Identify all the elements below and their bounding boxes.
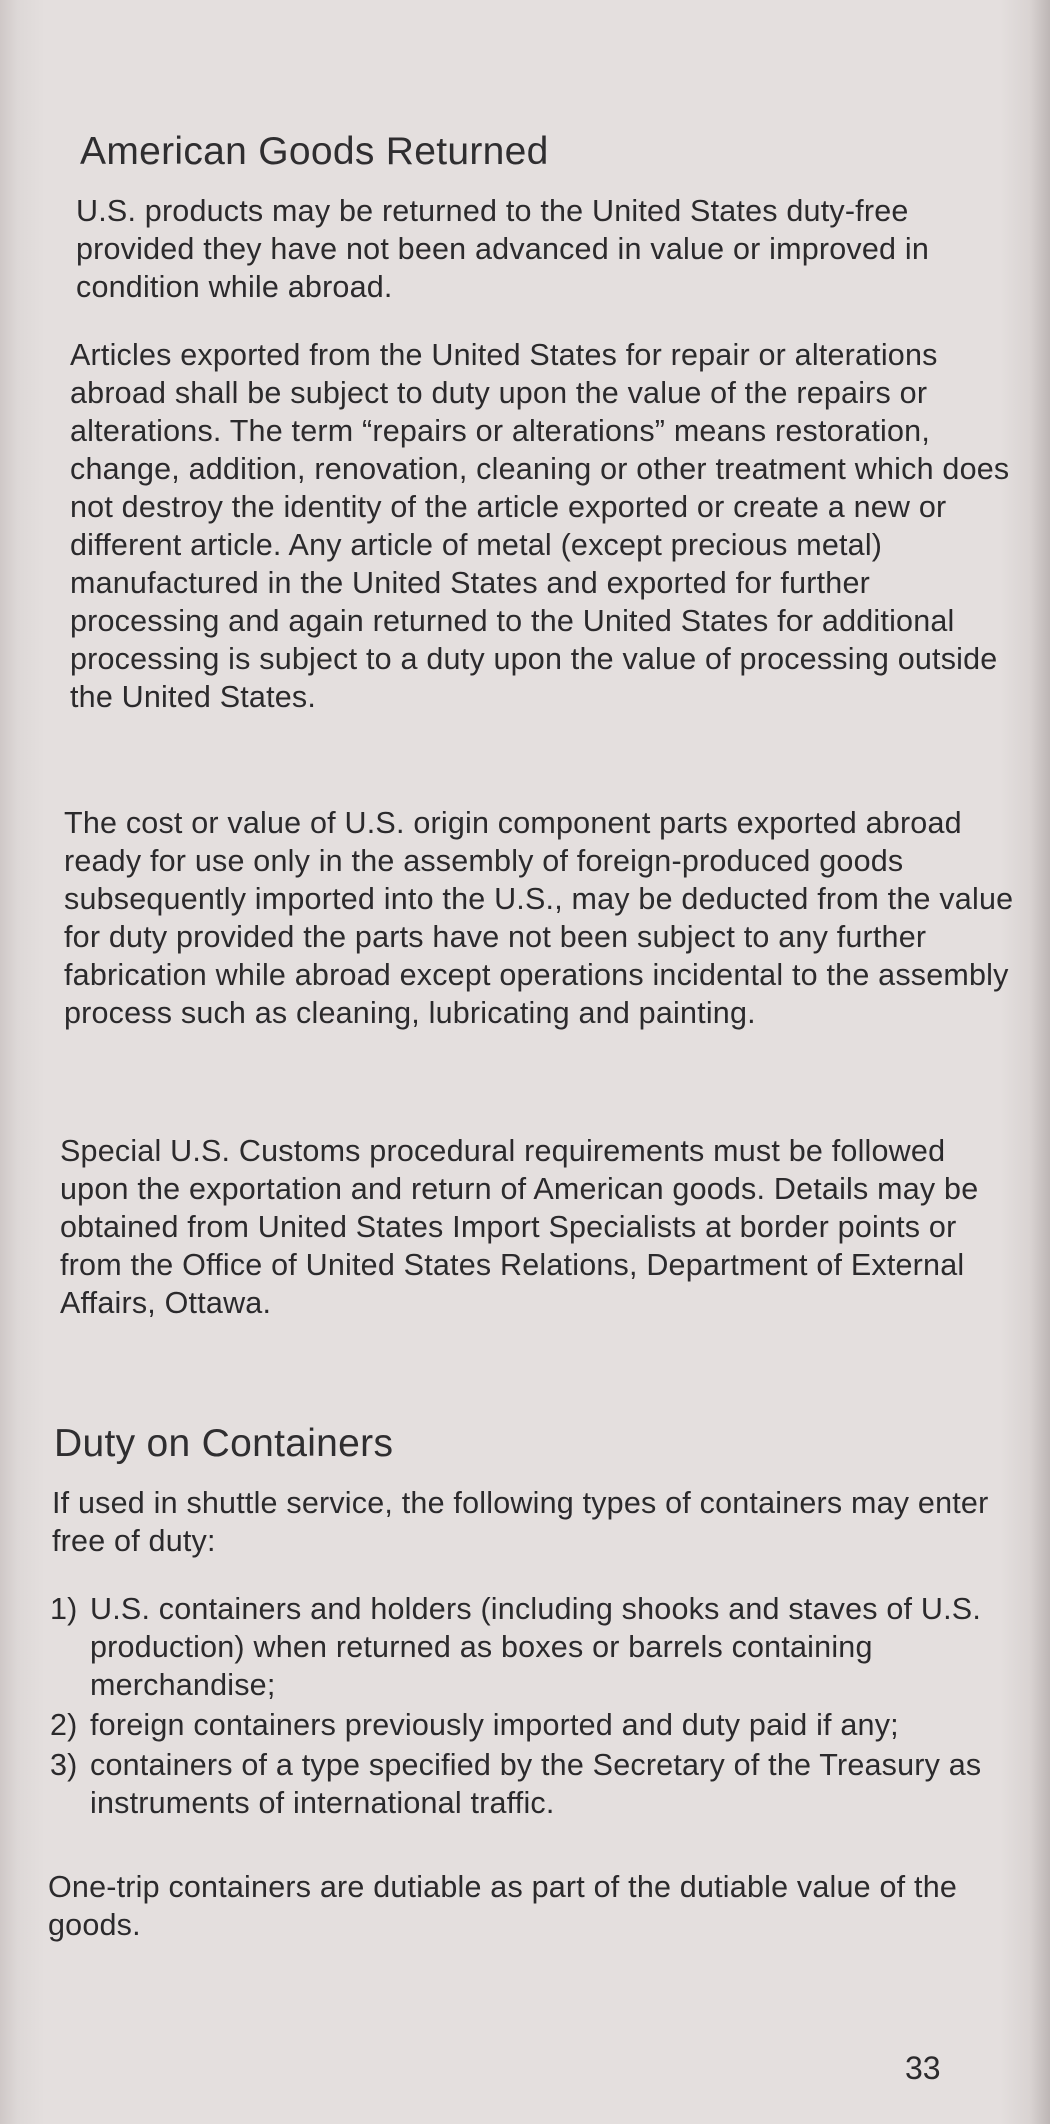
list-item-text: containers of a type specified by the Secretary of the Treasury as instruments of international traffic. xyxy=(90,1748,982,1820)
paragraph-containers-intro: If used in shuttle service, the following types of containers may enter free of duty: xyxy=(52,1486,989,1558)
section-heading-duty-on-containers: Duty on Containers xyxy=(54,1422,394,1465)
container-types-list xyxy=(50,1590,1000,1824)
paragraph-component-parts: The cost or value of U.S. origin component parts exported abroad ready for use only in the assembly of foreign-produced goods subsequently imported into the U.S., may be deducted from the value for duty provided the parts have not been subject to any further fabrication while abroad except operations incidental to the assembly process such as cleaning, lubricating and painting. xyxy=(64,806,1014,1030)
list-item-number: 2) xyxy=(50,1708,78,1742)
paragraph-procedural-requirements: Special U.S. Customs procedural requirements must be followed upon the exportation and return of American goods. Details may be obtained from United States Import Specialists at border points or from the Office of United States Relations, Department of External Affairs, Ottawa. xyxy=(60,1134,979,1320)
list-item-number: 3) xyxy=(50,1748,78,1782)
section-heading-american-goods-returned: American Goods Returned xyxy=(80,130,549,173)
list-item-text: foreign containers previously imported and duty paid if any; xyxy=(90,1708,899,1742)
list-item-number: 1) xyxy=(50,1592,78,1626)
list-item-text: U.S. containers and holders (including shooks and staves of U.S. production) when returned as boxes or barrels containing merchandise; xyxy=(90,1592,982,1702)
list-item xyxy=(50,1746,1000,1822)
list-item xyxy=(50,1706,1000,1744)
list-item xyxy=(50,1590,1000,1704)
paragraph-repairs-alterations: Articles exported from the United States for repair or alterations abroad shall be subject to duty upon the value of the repairs or alterations. The term “repairs or alterations” means restoration, change, addition, renovation, cleaning or other treatment which does not destroy the identity of the article exported or create a new or different article. Any article of metal (except precious metal) manufactured in the United States and exported for further processing and again returned to the United States for additional processing is subject to a duty upon the value of processing outside the United States. xyxy=(70,338,1010,714)
paragraph-duty-free: U.S. products may be returned to the United States duty-free provided they have not been advanced in value or improved in condition while abroad. xyxy=(76,194,929,304)
paragraph-one-trip-containers: One-trip containers are dutiable as part of the dutiable value of the goods. xyxy=(48,1870,958,1942)
page-number: 33 xyxy=(905,2050,941,2086)
